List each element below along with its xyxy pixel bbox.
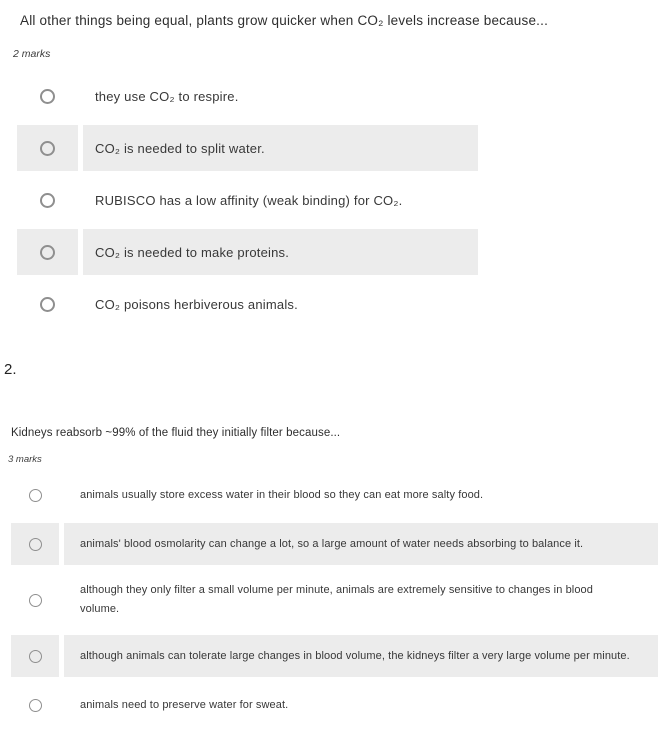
radio-button-icon[interactable] xyxy=(29,650,42,663)
option-row[interactable] xyxy=(17,281,478,327)
radio-cell xyxy=(11,572,59,628)
radio-button-icon[interactable] xyxy=(40,297,55,312)
question-2 xyxy=(0,427,663,726)
radio-button-icon[interactable] xyxy=(40,193,55,208)
option-row[interactable] xyxy=(11,523,658,565)
option-label[interactable]: animals need to preserve water for sweat. xyxy=(80,698,289,711)
radio-cell xyxy=(17,73,78,119)
option-label[interactable]: CO₂ poisons herbiverous animals. xyxy=(95,296,298,312)
option-row[interactable] xyxy=(11,572,658,628)
option-row[interactable] xyxy=(11,684,658,726)
section-number: 2. xyxy=(4,361,17,378)
radio-cell xyxy=(17,125,78,171)
radio-cell xyxy=(17,177,78,223)
option-label[interactable]: although they only filter a small volume per minute, animals are extremely sensitive to changes in blood volume. xyxy=(80,584,593,615)
option-row[interactable] xyxy=(17,177,478,223)
option-label[interactable]: although animals can tolerate large changes in blood volume, the kidneys filter a very large volume per minute. xyxy=(64,635,658,677)
option-label[interactable]: CO₂ is needed to split water. xyxy=(83,125,478,171)
question-1-options xyxy=(0,73,663,327)
option-label[interactable]: CO₂ is needed to make proteins. xyxy=(83,229,478,275)
option-label[interactable]: RUBISCO has a low affinity (weak binding) for CO₂. xyxy=(95,192,403,208)
option-row[interactable] xyxy=(17,73,478,119)
radio-button-icon[interactable] xyxy=(40,141,55,156)
question-2-options xyxy=(0,474,663,726)
radio-button-icon[interactable] xyxy=(40,245,55,260)
radio-cell xyxy=(11,474,59,516)
radio-cell xyxy=(11,684,59,726)
question-1-title: All other things being equal, plants grow quicker when CO₂ levels increase because... xyxy=(20,13,549,28)
radio-cell xyxy=(11,523,59,565)
option-label[interactable]: animals' blood osmolarity can change a lot, so a large amount of water needs absorbing to balance it. xyxy=(64,523,658,565)
option-row[interactable] xyxy=(11,635,658,677)
option-row[interactable] xyxy=(11,474,658,516)
question-2-marks: 3 marks xyxy=(8,454,42,465)
question-2-title: Kidneys reabsorb ~99% of the fluid they initially filter because... xyxy=(11,427,341,439)
option-row[interactable] xyxy=(17,229,478,275)
radio-button-icon[interactable] xyxy=(29,489,42,502)
option-row[interactable] xyxy=(17,125,478,171)
radio-button-icon[interactable] xyxy=(40,89,55,104)
radio-button-icon[interactable] xyxy=(29,538,42,551)
radio-cell xyxy=(17,281,78,327)
question-1 xyxy=(0,0,663,327)
radio-cell xyxy=(17,229,78,275)
radio-cell xyxy=(11,635,59,677)
option-label[interactable]: animals usually store excess water in their blood so they can eat more salty food. xyxy=(80,488,484,501)
question-1-marks: 2 marks xyxy=(13,48,51,60)
radio-button-icon[interactable] xyxy=(29,699,42,712)
option-label[interactable]: they use CO₂ to respire. xyxy=(95,88,239,104)
radio-button-icon[interactable] xyxy=(29,594,42,607)
